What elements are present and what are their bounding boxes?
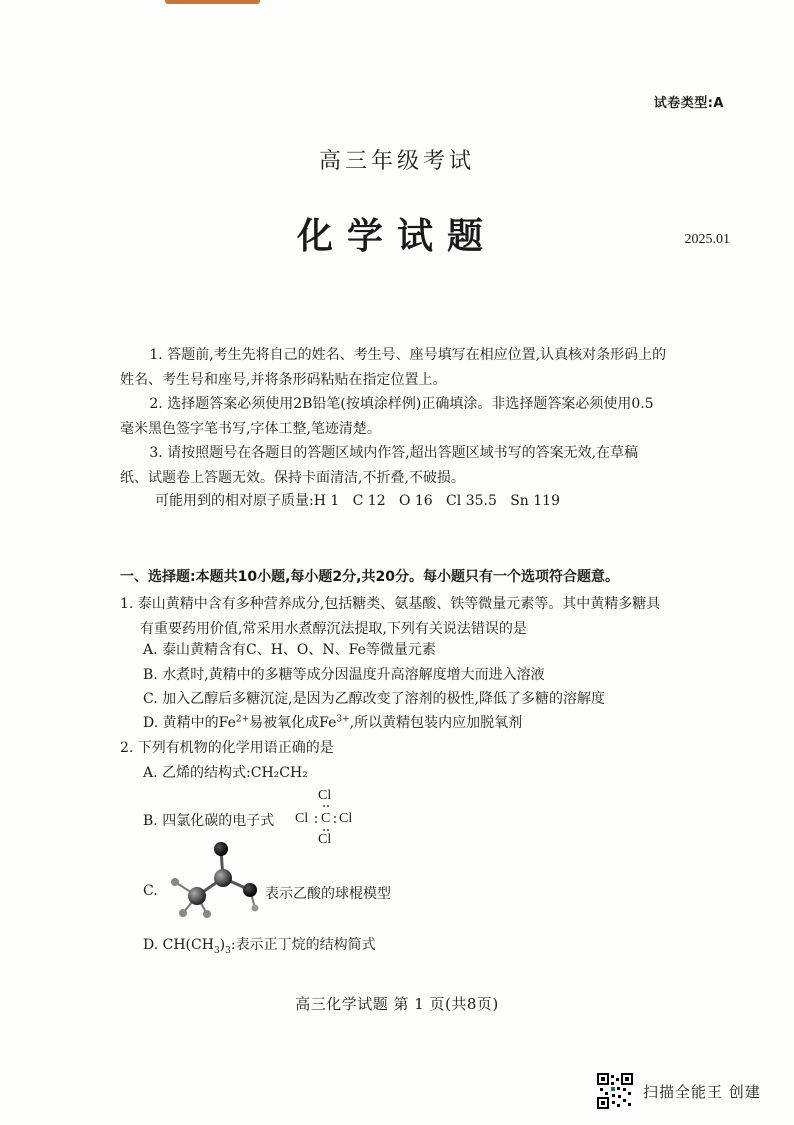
hydrogen-atom	[203, 910, 211, 918]
notice-block	[120, 343, 740, 491]
atomic-masses: 可能用到的相对原子质量:H 1 C 12 O 16 Cl 35.5 Sn 119	[155, 493, 560, 509]
electron-dot	[323, 805, 325, 807]
page-footer: 高三化学试题 第 1 页(共8页)	[295, 995, 499, 1013]
q2-d-subscript-1: 3	[213, 945, 220, 956]
q1-d-charge-1: 2+	[235, 714, 250, 725]
exam-title: 高三年级考试	[318, 149, 475, 174]
hydrogen-atom	[252, 905, 259, 912]
carbon-atom	[188, 887, 206, 905]
question-1-option-b: B. 水煮时,黄精中的多糖等成分因温度升高溶解度增大而进入溶液	[143, 667, 545, 683]
exam-date: 2025.01	[684, 232, 730, 247]
q1-d-text-1: D. 黄精中的Fe	[143, 715, 236, 731]
question-1-option-a: A. 泰山黄精含有C、H、O、N、Fe等微量元素	[143, 642, 436, 658]
question-2-option-d	[143, 934, 376, 956]
q2-d-text-3: :表示正丁烷的结构简式	[230, 937, 376, 953]
subject-title: 化学试题	[296, 215, 497, 257]
electron-dot	[323, 829, 325, 831]
q1-d-text-3: ,所以黄精包装内应加脱氧剂	[349, 715, 523, 731]
question-1-option-d	[143, 712, 522, 732]
q1-d-charge-2: 3+	[336, 714, 350, 725]
electron-dot	[315, 816, 317, 818]
oxygen-atom	[243, 883, 257, 897]
q2-d-subscript-2: 3	[225, 945, 231, 956]
notice-1-line-2: 姓名、考生号和座号,并将条形码粘贴在指定位置上。	[120, 371, 447, 388]
acetic-acid-ball-stick-model	[165, 838, 265, 923]
q1-d-text-2: 易被氧化成Fe	[249, 715, 337, 731]
notice-1-line-1: 1. 答题前,考生先将自己的姓名、考生号、座号填写在相应位置,认真核对条形码上的	[149, 347, 667, 363]
question-1-stem-line-1: 1. 泰山黄精中含有多种营养成分,包括糖类、氨基酸、铁等微量元素等。其中黄精多糖具	[120, 596, 661, 612]
lewis-cl-bottom: Cl	[318, 832, 332, 847]
question-2-option-c-text: 表示乙酸的球棍模型	[265, 886, 391, 902]
question-2-stem: 2. 下列有机物的化学用语正确的是	[120, 740, 334, 756]
top-edge-mark	[165, 0, 260, 4]
scanner-brand-text: 扫描全能王 创建	[643, 1082, 761, 1101]
carbon-atom	[214, 869, 232, 887]
electron-dot	[334, 816, 336, 818]
ccl4-electron-formula	[295, 788, 365, 858]
electron-dot	[327, 805, 329, 807]
notice-3-line-2: 纸、试题卷上答题无效。保持卡面清洁,不折叠,不破损。	[120, 469, 465, 486]
question-1-stem-line-2: 有重要药用价值,常采用水煮醇沉法提取,下列有关说法错误的是	[140, 620, 527, 637]
question-2-option-b: B. 四氯化碳的电子式	[143, 813, 275, 829]
electron-dot	[334, 821, 336, 823]
q2-d-text-1: D. CH(CH	[143, 937, 214, 953]
question-2-option-c-label: C.	[143, 883, 158, 899]
notice-2-line-2: 毫米黑色签字笔书写,字体工整,笔迹清楚。	[120, 420, 381, 437]
question-2-option-a: A. 乙烯的结构式:CH₂CH₂	[143, 765, 308, 781]
lewis-cl-left: Cl	[295, 811, 309, 826]
question-1-option-c: C. 加入乙醇后多糖沉淀,是因为乙醇改变了溶剂的极性,降低了多糖的溶解度	[143, 691, 606, 707]
notice-2-line-1: 2. 选择题答案必须使用2B铅笔(按填涂样例)正确填涂。非选择题答案必须使用0.5	[149, 396, 654, 413]
hydrogen-atom	[171, 878, 179, 886]
paper-type-label: 试卷类型:A	[653, 96, 724, 111]
question-1-stem	[120, 592, 745, 641]
q2-d-text-2: )	[219, 937, 226, 953]
hydrogen-atom	[179, 909, 187, 917]
notice-3-line-1: 3. 请按照题号在各题目的答题区域内作答,超出答题区域书写的答案无效,在草稿	[149, 445, 639, 462]
lewis-cl-right: Cl	[339, 811, 353, 826]
electron-dot	[327, 829, 329, 831]
scanner-watermark	[597, 1073, 761, 1109]
oxygen-atom	[214, 842, 228, 856]
lewis-cl-top: Cl	[318, 788, 332, 803]
qr-code-icon	[597, 1073, 633, 1109]
section-one-heading: 一、选择题:本题共10小题,每小题2分,共20分。每小题只有一个选项符合题意。	[120, 569, 619, 585]
electron-dot	[315, 821, 317, 823]
lewis-c-center: C	[321, 811, 331, 826]
